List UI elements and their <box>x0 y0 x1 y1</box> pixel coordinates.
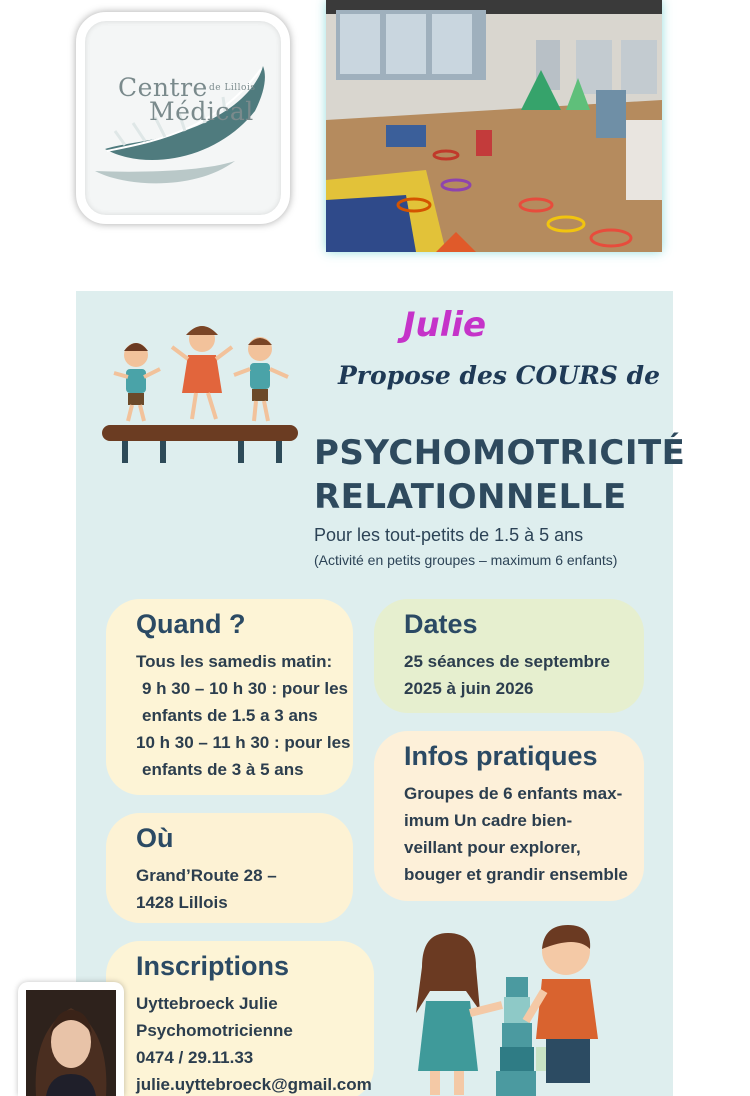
profile-photo <box>18 982 124 1096</box>
course-poster <box>76 291 686 1096</box>
avatar-icon <box>26 990 116 1096</box>
course-title <box>314 431 685 519</box>
card-infos-pratiques <box>374 731 644 901</box>
contact-role: Psychomotricienne <box>136 1021 293 1040</box>
card-dates <box>374 599 644 713</box>
card-quand-heading: Quand ? <box>136 609 246 639</box>
course-title-line2: RELATIONNELLE <box>314 477 627 517</box>
quand-line: 9 h 30 – 10 h 30 : pour les <box>142 679 348 698</box>
contact-email[interactable]: julie.uyttebroeck@gmail.com <box>136 1075 372 1094</box>
infos-line: imum Un cadre bien- <box>404 811 573 830</box>
quand-line: enfants de 3 à 5 ans <box>142 760 304 779</box>
infos-line: veillant pour explorer, <box>404 838 581 857</box>
card-ou <box>106 813 353 923</box>
card-dates-heading: Dates <box>404 609 478 639</box>
tagline: Propose des COURS de <box>338 361 661 390</box>
infos-line: Groupes de 6 enfants max- <box>404 784 623 803</box>
card-quand <box>106 599 353 795</box>
card-inscriptions <box>106 941 374 1096</box>
contact-name: Uyttebroeck Julie <box>136 994 278 1013</box>
contact-phone[interactable]: 0474 / 29.11.33 <box>136 1048 254 1067</box>
group-note: (Activité en petits groupes – maximum 6 enfants) <box>314 552 618 568</box>
quand-line: 10 h 30 – 11 h 30 : pour les <box>136 733 351 752</box>
psychomotricity-room-photo <box>326 0 662 252</box>
centre-medical-logo <box>76 12 290 224</box>
children-blocks-illustration <box>406 921 626 1096</box>
quand-line: enfants de 1.5 a 3 ans <box>142 706 318 725</box>
dates-line: 25 séances de septembre <box>404 652 611 671</box>
logo-word-medical: Médical <box>149 97 254 126</box>
infos-line: bouger et grandir ensemble <box>404 865 628 884</box>
card-infos-heading: Infos pratiques <box>404 741 598 771</box>
teacher-name: Julie <box>402 305 487 345</box>
address-line: Grand’Route 28 – <box>136 866 277 885</box>
dates-line: 2025 à juin 2026 <box>404 679 534 698</box>
card-ou-heading: Où <box>136 823 174 853</box>
logo-word-centre: Centre <box>118 73 208 102</box>
card-inscriptions-heading: Inscriptions <box>136 951 290 981</box>
quand-line: Tous les samedis matin: <box>136 652 333 671</box>
course-title-line1: PSYCHOMOTRICITÉ <box>314 433 686 473</box>
address-line: 1428 Lillois <box>136 893 228 912</box>
age-range: Pour les tout-petits de 1.5 à 5 ans <box>314 525 584 545</box>
logo-word-lillois: de Lillois <box>209 83 256 93</box>
